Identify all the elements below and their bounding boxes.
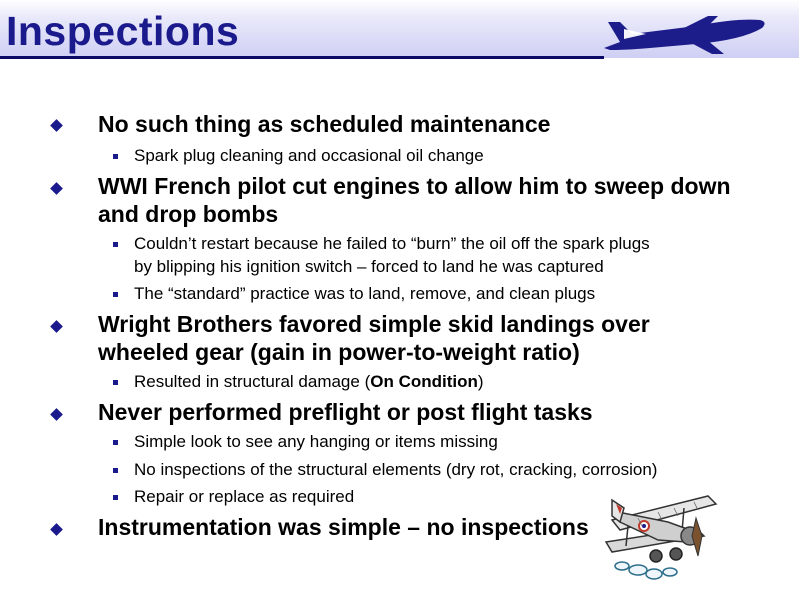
bullet-text-line2: and drop bombs bbox=[98, 201, 279, 227]
bullet-text-line2: wheeled gear (gain in power-to-weight ratio) bbox=[98, 339, 580, 365]
diamond-bullet-icon bbox=[50, 408, 63, 421]
bullet-text: Instrumentation was simple – no inspections bbox=[98, 514, 589, 540]
sub-bullet-text: Spark plug cleaning and occasional oil change bbox=[134, 146, 484, 165]
sub-bullet-suffix: ) bbox=[477, 372, 484, 391]
slide-title: Inspections bbox=[6, 8, 240, 54]
square-bullet-icon bbox=[113, 440, 118, 445]
bullet-text-line1: Wright Brothers favored simple skid landings over bbox=[98, 311, 650, 337]
square-bullet-icon bbox=[113, 468, 118, 473]
square-bullet-icon bbox=[113, 292, 118, 297]
diamond-bullet-icon bbox=[50, 119, 63, 132]
title-underline bbox=[0, 56, 604, 59]
bullet-text: Never performed preflight or post flight tasks bbox=[98, 399, 593, 425]
sub-bullet-text: The “standard” practice was to land, remove, and clean plugs bbox=[134, 284, 596, 303]
diamond-bullet-icon bbox=[50, 182, 63, 195]
biplane-icon bbox=[598, 490, 733, 585]
sub-bullet-text-line2: by blipping his ignition switch – forced to land he was captured bbox=[134, 257, 604, 276]
on-condition-emphasis: On Condition bbox=[370, 372, 478, 391]
sub-bullet-text: Repair or replace as required bbox=[134, 487, 355, 506]
sub-bullet-prefix: Resulted in structural damage ( bbox=[134, 372, 371, 391]
square-bullet-icon bbox=[113, 242, 118, 247]
sub-bullet-text-line1: Couldn’t restart because he failed to “burn” the oil off the spark plugs bbox=[134, 234, 650, 253]
square-bullet-icon bbox=[113, 154, 118, 159]
square-bullet-icon bbox=[113, 380, 118, 385]
bullet-text: No such thing as scheduled maintenance bbox=[98, 111, 551, 137]
sub-bullet-text bbox=[134, 370, 484, 394]
square-bullet-icon bbox=[113, 495, 118, 500]
airplane-silhouette-icon bbox=[600, 14, 770, 56]
diamond-bullet-icon bbox=[50, 320, 63, 333]
sub-bullet-text: No inspections of the structural elements (dry rot, cracking, corrosion) bbox=[134, 460, 658, 479]
bullet-text-line1: WWI French pilot cut engines to allow him to sweep down bbox=[98, 173, 731, 199]
diamond-bullet-icon bbox=[50, 523, 63, 536]
sub-bullet-text: Simple look to see any hanging or items missing bbox=[134, 432, 498, 451]
